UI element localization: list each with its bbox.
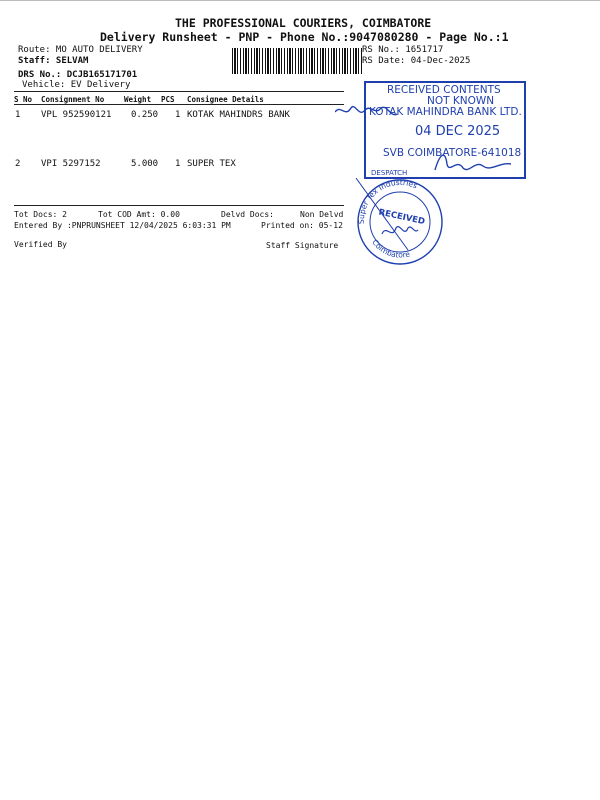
footer-rule (14, 205, 344, 206)
total-docs: Tot Docs: 2 (14, 210, 67, 219)
stamp-date: 04 DEC 2025 (415, 124, 501, 139)
runsheet-subtitle: Delivery Runsheet - PNP - Phone No.:9047080280 - Page No.:1 (100, 30, 509, 44)
stamp-line2: NOT KNOWN (427, 95, 495, 107)
row2-consignee: SUPER TEX (187, 159, 236, 169)
non-delivered-label: Non Delvd (300, 210, 344, 219)
row1-sno: 1 (15, 110, 21, 120)
printed-on: Printed on: 05-12 (261, 221, 343, 230)
row1-consignment: VPL 952590121 (41, 110, 112, 120)
row1-pcs: 1 (175, 110, 181, 120)
top-rule (0, 0, 600, 1)
stamp-branch: SVB COIMBATORE-641018 (383, 147, 522, 159)
staff-text: Staff: SELVAM (18, 56, 89, 66)
row1-consignee: KOTAK MAHINDRS BANK (187, 110, 290, 120)
staff-signature-label: Staff Signature (266, 241, 339, 250)
drs-number: DRS No.: DCJB165171701 (18, 70, 138, 80)
rs-number: RS No.: 1651717 (362, 45, 444, 55)
col-header-pcs: PCS (161, 95, 175, 104)
stamp-ring-top: Super Tex Industries (356, 178, 419, 225)
supertex-received-stamp (350, 178, 450, 268)
table-top-rule (14, 91, 344, 92)
stamp-signature (382, 227, 418, 234)
col-header-consignee: Consignee Details (187, 95, 264, 104)
verified-by-label: Verified By (14, 240, 67, 249)
row2-consignment: VPI 5297152 (41, 159, 101, 169)
barcode-image (232, 48, 362, 74)
rs-date: RS Date: 04-Dec-2025 (362, 56, 471, 66)
company-title: THE PROFESSIONAL COURIERS, COIMBATORE (175, 16, 432, 30)
stamp-ring-bottom: Coimbatore (370, 237, 411, 260)
bank-receipt-stamp (335, 78, 535, 188)
delivered-docs-label: Delvd Docs: (221, 210, 274, 219)
stamp-line5: DESPATCH (371, 169, 408, 177)
vehicle-text: Vehicle: EV Delivery (22, 80, 131, 90)
row2-weight: 5.000 (131, 159, 159, 169)
row2-pcs: 1 (175, 159, 181, 169)
stamp-line1: RECEIVED CONTENTS (387, 84, 501, 96)
stamp-line3: KOTAK MAHINDRA BANK LTD. (369, 106, 522, 118)
col-header-sno: S No (14, 95, 33, 104)
row2-sno: 2 (15, 159, 21, 169)
col-header-consignment: Consignment No (41, 95, 105, 104)
table-header-rule (14, 104, 344, 105)
total-cod-amount: Tot COD Amt: 0.00 (98, 210, 180, 219)
stamp-received: RECEIVED (377, 207, 426, 228)
entered-by: Entered By :PNPRUNSHEET 12/04/2025 6:03:31 PM (14, 221, 231, 230)
route-text: Route: MO AUTO DELIVERY (18, 45, 143, 55)
row1-weight: 0.250 (131, 110, 159, 120)
col-header-weight: Weight (124, 95, 152, 104)
